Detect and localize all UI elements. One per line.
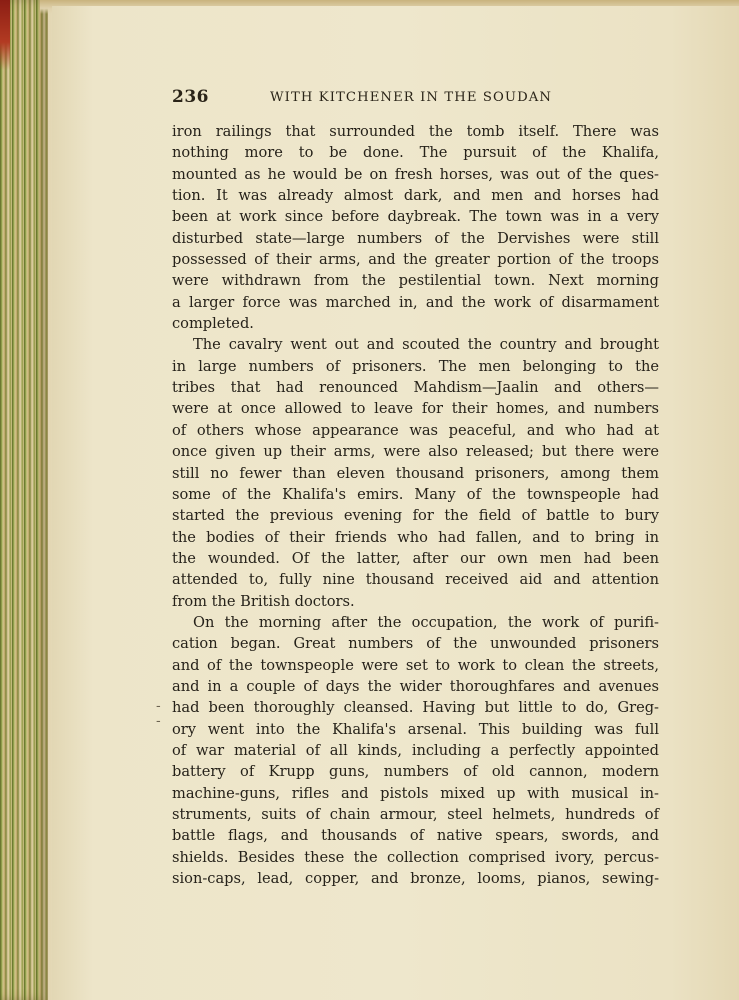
text-line: On the morning after the occupation, the work of purifi-	[193, 613, 659, 631]
text-line: cation began. Great numbers of the unwounded prisoners	[172, 635, 659, 653]
text-line: nothing more to be done. The pursuit of the Khalifa,	[172, 144, 659, 162]
text-line: iron railings that surrounded the tomb itself. There was	[172, 123, 659, 140]
text-line: sion-caps, lead, copper, and bronze, looms, pianos, sewing-	[172, 870, 659, 888]
text-line: once given up their arms, were also released; but there were	[172, 443, 659, 461]
text-line: struments, suits of chain armour, steel helmets, hundreds of	[172, 806, 659, 823]
text-line: and in a couple of days the wider thoroughfares and avenues	[172, 677, 659, 695]
text-line: in large numbers of prisoners. The men belonging to the	[172, 357, 659, 375]
text-line: the wounded. Of the latter, after our own men had been	[172, 549, 659, 567]
spine-binding-mark	[0, 0, 10, 70]
text-line: of war material of all kinds, including a perfectly appointed	[172, 741, 659, 759]
text-line: tion. It was already almost dark, and men and horses had	[172, 187, 659, 205]
page-header	[172, 87, 659, 111]
text-line: tribes that had renounced Mahdism—Jaalin and others—	[172, 379, 659, 397]
text-line: were at once allowed to leave for their homes, and numbers	[172, 400, 659, 418]
text-line: a larger force was marched in, and the work of disarmament	[172, 293, 659, 311]
text-line: ory went into the Khalifa's arsenal. This building was full	[172, 720, 659, 738]
text-line: attended to, fully nine thousand received aid and attention	[172, 571, 659, 589]
running-head: WITH KITCHENER IN THE SOUDAN	[270, 90, 553, 105]
text-line: machine-guns, rifles and pistols mixed up with musical in-	[172, 784, 659, 802]
text-line: The cavalry went out and scouted the country and brought	[193, 336, 659, 354]
text-line: the bodies of their friends who had fallen, and to bring in	[172, 528, 659, 546]
margin-mark: -	[156, 714, 161, 729]
text-line: disturbed state—large numbers of the Dervishes were still	[172, 229, 659, 247]
text-line: possessed of their arms, and the greater portion of the troops	[172, 251, 659, 269]
text-line: were withdrawn from the pestilential town. Next morning	[172, 272, 659, 290]
text-line: been at work since before daybreak. The town was in a very	[172, 208, 659, 226]
text-line: had been thoroughly cleansed. Having but little to do, Greg-	[172, 699, 659, 717]
text-line: battle flags, and thousands of native spears, swords, and	[172, 827, 659, 845]
text-line: battery of Krupp guns, numbers of old cannon, modern	[172, 763, 659, 781]
text-line: still no fewer than eleven thousand prisoners, among them	[172, 464, 659, 482]
text-line: completed.	[172, 315, 254, 333]
book-spine-edge	[0, 0, 48, 1000]
page-number: 236	[172, 87, 209, 107]
text-line: some of the Khalifa's emirs. Many of the townspeople had	[172, 485, 659, 503]
text-line: mounted as he would be on fresh horses, was out of the ques-	[172, 165, 659, 183]
text-line: and of the townspeople were set to work to clean the streets,	[172, 656, 659, 674]
text-line: from the British doctors.	[172, 592, 355, 610]
text-line: of others whose appearance was peaceful, and who had at	[172, 421, 659, 439]
text-line: started the previous evening for the field of battle to bury	[172, 507, 659, 525]
text-line: shields. Besides these the collection comprised ivory, percus-	[172, 848, 659, 866]
body-text	[172, 121, 659, 889]
margin-mark: -	[156, 699, 161, 714]
